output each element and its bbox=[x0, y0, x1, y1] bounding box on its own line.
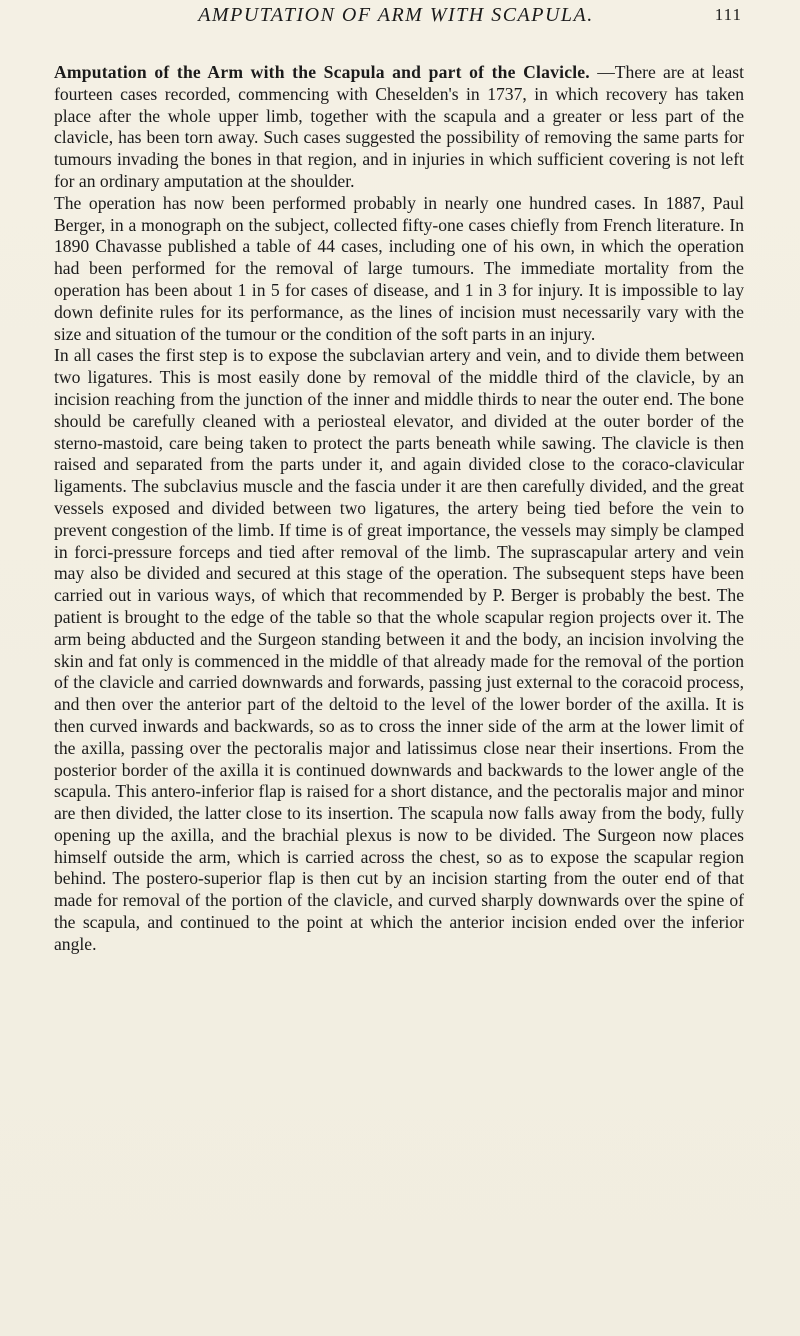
paragraph-1 bbox=[54, 62, 744, 193]
running-title: AMPUTATION OF ARM WITH SCAPULA. bbox=[198, 4, 594, 26]
paragraph-3: In all cases the first step is to expose the subclavian artery and vein, and to divide them between two ligatures. This is most easily done by removal of the middle third of the clavicle, by an incision reaching from the junction of the inner and middle thirds to near the outer end. The bone should be carefully cleaned with a periosteal elevator, and divided at the outer border of the sterno-mastoid, care being taken to protect the parts beneath while sawing. The clavicle is then raised and separated from the parts under it, and again divided close to the coraco-clavicular ligaments. The subclavius muscle and the fascia under it are then carefully divided, and the great vessels exposed and divided between two ligatures, the artery being tied before the vein to prevent congestion of the limb. If time is of great importance, the vessels may simply be clamped in forci-pressure forceps and tied after removal of the limb. The suprascapular artery and vein may also be divided and secured at this stage of the operation. The subsequent steps have been carried out in various ways, of which that recommended by P. Berger is probably the best. The patient is brought to the edge of the table so that the whole scapular region projects over it. The arm being abducted and the Surgeon standing between it and the body, an incision involving the skin and fat only is commenced in the middle of that already made for the removal of the portion of the clavicle and carried downwards and forwards, passing just external to the coracoid process, and then over the anterior part of the deltoid to the level of the lower border of the axilla. It is then curved inwards and backwards, so as to cross the inner side of the arm at the lower limit of the axilla, passing over the pectoralis major and latissimus close near their insertions. From the posterior border of the axilla it is continued downwards and backwards to the lower angle of the scapula. This antero-inferior flap is raised for a short distance, and the pectoralis major and minor are then divided, the latter close to its insertion. The scapula now falls away from the body, fully opening up the axilla, and the brachial plexus is now to be divided. The Surgeon now places himself outside the arm, which is carried across the chest, so as to expose the scapular region behind. The postero-superior flap is then cut by an incision starting from the outer end of that made for removal of the portion of the clavicle, and curved sharply downwards over the spine of the scapula, and continued to the point at which the anterior incision ended over the inferior angle. bbox=[54, 345, 744, 954]
running-head bbox=[0, 4, 800, 40]
section-body bbox=[54, 62, 744, 956]
paragraph-1-text: —There are at least fourteen cases recorded, commencing with Cheselden's in 1737, in which recovery has taken place after the whole upper limb, together with the scapula and a greater or less part of the clavicle, has been torn away. Such cases suggested the possibility of removing the same parts for tumours invading the bones in that region, and in injuries in which sufficient covering is not left for an ordinary amputation at the shoulder. bbox=[54, 62, 744, 191]
paragraph-2: The operation has now been performed probably in nearly one hundred cases. In 1887, Paul Berger, in a monograph on the subject, collected fifty-one cases chiefly from French literature. In 1890 Chavasse published a table of 44 cases, including one of his own, in which the operation had been performed for the removal of large tumours. The immediate mortality from the operation has been about 1 in 5 for cases of disease, and 1 in 3 for injury. It is impossible to lay down definite rules for its performance, as the lines of incision must necessarily vary with the size and situation of the tumour or the condition of the soft parts in an injury. bbox=[54, 192, 744, 344]
page-number: 111 bbox=[714, 5, 742, 24]
section-heading: Amputation of the Arm with the Scapula and part of the Clavicle. bbox=[54, 62, 590, 82]
